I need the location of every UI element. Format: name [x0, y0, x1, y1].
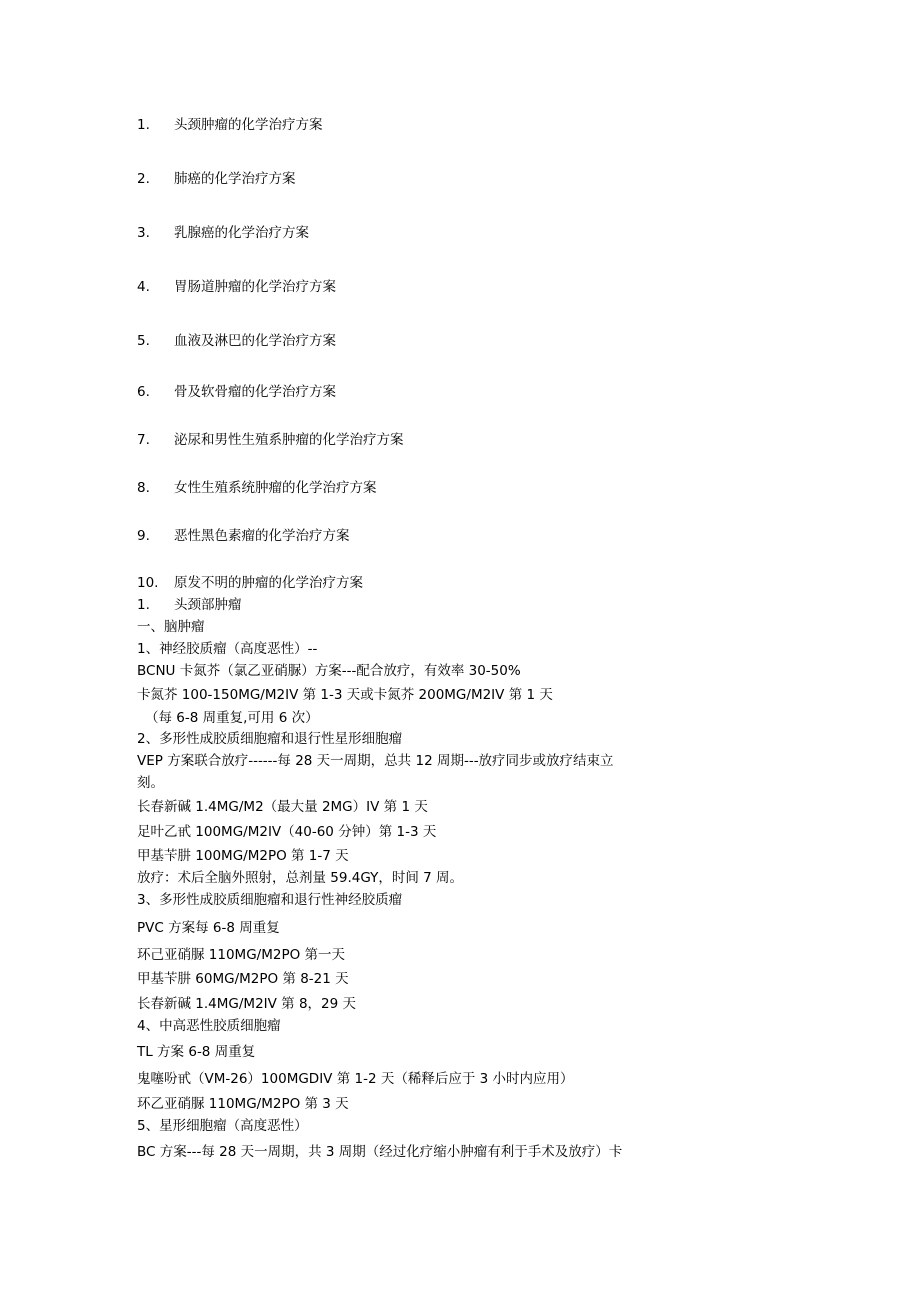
- toc-item-text: 骨及软骨瘤的化学治疗方案: [174, 384, 336, 400]
- body-line: （每 6-8 周重复,可用 6 次）: [145, 710, 319, 726]
- toc-item-text: 原发不明的肿瘤的化学治疗方案: [174, 575, 363, 591]
- body-line: 鬼噻吩甙（VM-26）100MGDIV 第 1-2 天（稀释后应于 3 小时内应用）: [137, 1071, 574, 1087]
- subsection-title: 一、脑肿瘤: [137, 619, 205, 635]
- toc-item-number: 8.: [137, 480, 150, 496]
- toc-item-number: 10.: [137, 575, 159, 591]
- body-line: TL 方案 6-8 周重复: [137, 1044, 256, 1060]
- toc-item-text: 泌尿和男性生殖系肿瘤的化学治疗方案: [174, 432, 404, 448]
- body-line: 刻。: [137, 775, 164, 791]
- toc-item-number: 3.: [137, 225, 150, 241]
- toc-item-text: 乳腺癌的化学治疗方案: [174, 225, 309, 241]
- toc-item-number: 6.: [137, 384, 150, 400]
- toc-item: [137, 331, 336, 351]
- body-line: 足叶乙甙 100MG/M2IV（40-60 分钟）第 1-3 天: [137, 824, 437, 840]
- toc-item-number: 9.: [137, 528, 150, 544]
- toc-item-number: 4.: [137, 279, 150, 295]
- regimen-heading: 2、多形性成胶质细胞瘤和退行性星形细胞瘤: [137, 731, 403, 747]
- body-line: 长春新碱 1.4MG/M2IV 第 8，29 天: [137, 996, 357, 1012]
- body-line: 放疗：术后全脑外照射，总剂量 59.4GY，时间 7 周。: [137, 870, 464, 886]
- body-line: 环乙亚硝脲 110MG/M2PO 第 3 天: [137, 1096, 349, 1112]
- toc-item: [137, 526, 350, 546]
- regimen-heading: 4、中高恶性胶质细胞瘤: [137, 1018, 281, 1034]
- toc-item-number: 2.: [137, 171, 150, 187]
- toc-item-text: 女性生殖系统肿瘤的化学治疗方案: [174, 480, 377, 496]
- body-line: VEP 方案联合放疗------每 28 天一周期，总共 12 周期---放疗同步或放疗结束立: [137, 753, 614, 769]
- toc-item: [137, 223, 309, 243]
- toc-item-text: 胃肠道肿瘤的化学治疗方案: [174, 279, 336, 295]
- toc-item-number: 5.: [137, 333, 150, 349]
- regimen-heading: 3、多形性成胶质细胞瘤和退行性神经胶质瘤: [137, 892, 403, 908]
- toc-item-text: 血液及淋巴的化学治疗方案: [174, 333, 336, 349]
- regimen-heading: 1、神经胶质瘤（高度恶性）--: [137, 641, 318, 657]
- body-line: 长春新碱 1.4MG/M2（最大量 2MG）IV 第 1 天: [137, 799, 428, 815]
- body-line: 卡氮芥 100-150MG/M2IV 第 1-3 天或卡氮芥 200MG/M2IV 第 1 天: [137, 687, 553, 703]
- toc-item: [137, 430, 404, 450]
- regimen-heading: 5、星形细胞瘤（高度恶性）: [137, 1118, 308, 1134]
- toc-item-text: 头颈肿瘤的化学治疗方案: [174, 117, 323, 133]
- body-line: 甲基苄肼 60MG/M2PO 第 8-21 天: [137, 971, 349, 987]
- toc-item: [137, 382, 336, 402]
- section-heading-text: 头颈部肿瘤: [174, 597, 242, 613]
- toc-item: [137, 169, 296, 189]
- toc-item-number: 1.: [137, 117, 150, 133]
- body-line: 甲基苄肼 100MG/M2PO 第 1-7 天: [137, 848, 349, 864]
- toc-item-text: 恶性黑色素瘤的化学治疗方案: [174, 528, 350, 544]
- body-line: 环己亚硝脲 110MG/M2PO 第一天: [137, 947, 346, 963]
- body-line: BC 方案---每 28 天一周期，共 3 周期（经过化疗缩小肿瘤有利于手术及放疗）卡: [137, 1144, 623, 1160]
- toc-item-number: 7.: [137, 432, 150, 448]
- section-heading-number: 1.: [137, 597, 150, 613]
- body-line: BCNU 卡氮芥（氯乙亚硝脲）方案---配合放疗，有效率 30-50%: [137, 663, 521, 679]
- toc-item: [137, 573, 363, 593]
- toc-item-text: 肺癌的化学治疗方案: [174, 171, 296, 187]
- toc-item: [137, 478, 377, 498]
- body-line: PVC 方案每 6-8 周重复: [137, 920, 280, 936]
- section-heading: [137, 595, 242, 615]
- toc-item: [137, 115, 323, 135]
- toc-item: [137, 277, 336, 297]
